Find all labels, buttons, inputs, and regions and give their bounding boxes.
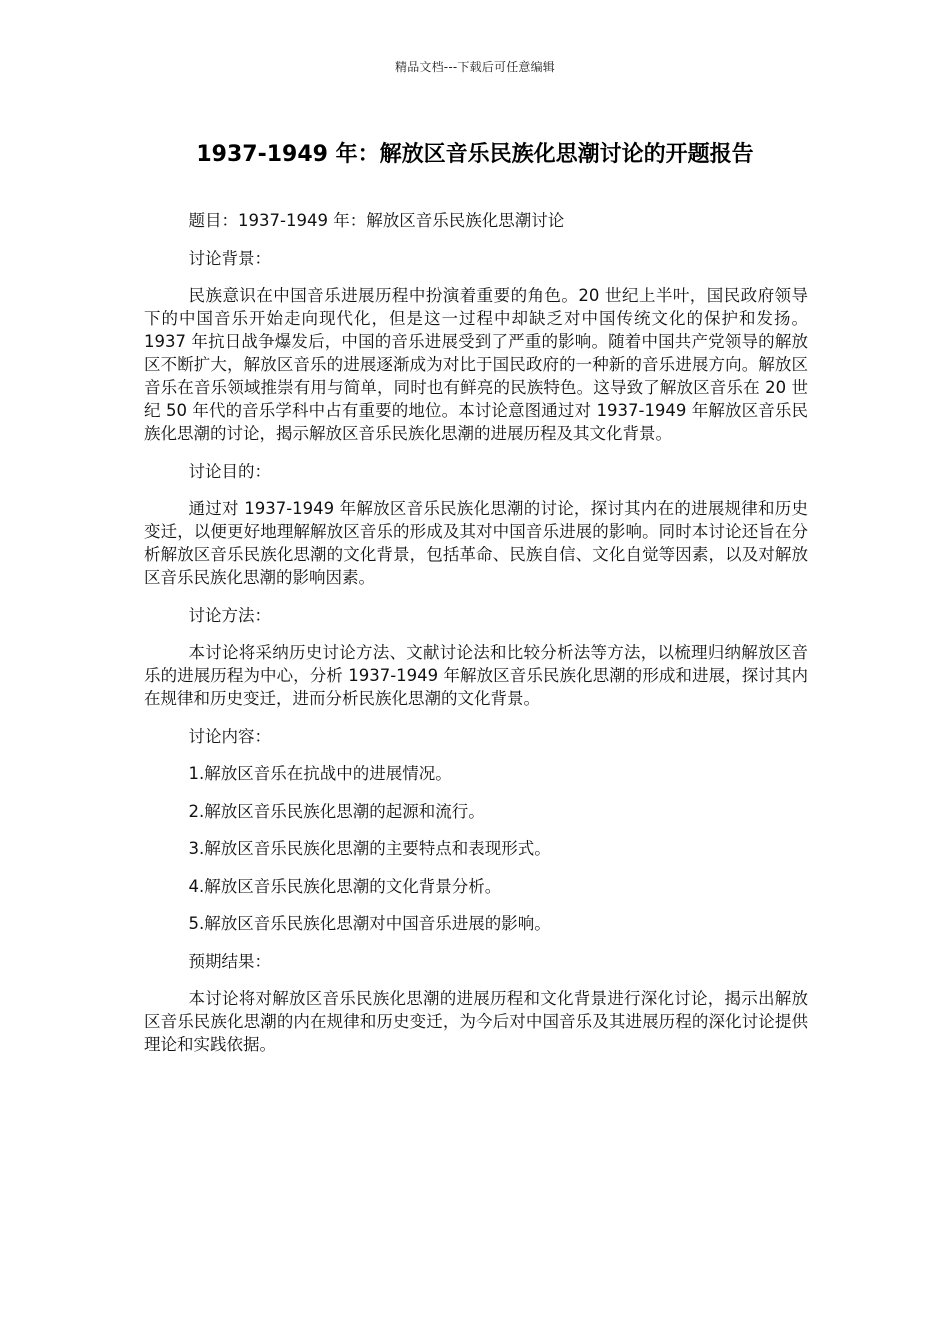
content-list-item: 1.解放区音乐在抗战中的进展情况。: [188, 764, 452, 783]
document-title: 1937-1949 年：解放区音乐民族化思潮讨论的开题报告: [196, 142, 754, 167]
results-paragraph: 本讨论将对解放区音乐民族化思潮的进展历程和文化背景进行深化讨论，揭示出解放区音乐民族化思潮的内在规律和历史变迁，为今后对中国音乐及其进展历程的深化讨论提供理论和实践依据。: [144, 989, 808, 1054]
topic-line: 题目：1937-1949 年：解放区音乐民族化思潮讨论: [188, 211, 565, 230]
results-heading: 预期结果：: [188, 951, 272, 971]
method-paragraph: 本讨论将采纳历史讨论方法、文献讨论法和比较分析法等方法，以梳理归纳解放区音乐的进展历程为中心，分析 1937-1949 年解放区音乐民族化思潮的形成和进展，探讨其内在规律和历史变迁，进而分析民族化思潮的文化背景。: [144, 643, 808, 708]
content-heading: 讨论内容：: [188, 726, 272, 746]
background-paragraph: 民族意识在中国音乐进展历程中扮演着重要的角色。20 世纪上半叶，国民政府领导下的中国音乐开始走向现代化，但是这一过程中却缺乏对中国传统文化的保护和发扬。1937 年抗日战争爆发后，中国的音乐进展受到了严重的影响。随着中国共产党领导的解放区不断扩大，解放区音乐的进展逐渐成为对比于国民政府的一种新的音乐进展方向。解放区音乐在音乐领域推崇有用与简单，同时也有鲜亮的民族特色。这导致了解放区音乐在 20 世纪 50 年代的音乐学科中占有重要的地位。本讨论意图通过对 1937-1949 年解放区音乐民族化思潮的讨论，揭示解放区音乐民族化思潮的进展历程及其文化背景。: [144, 286, 808, 443]
content-list-item: 5.解放区音乐民族化思潮对中国音乐进展的影响。: [188, 914, 551, 933]
purpose-heading: 讨论目的：: [188, 461, 272, 481]
document-body: [144, 209, 808, 1071]
content-list-item: 2.解放区音乐民族化思潮的起源和流行。: [188, 801, 485, 821]
content-list-item: 4.解放区音乐民族化思潮的文化背景分析。: [188, 876, 502, 896]
purpose-paragraph: 通过对 1937-1949 年解放区音乐民族化思潮的讨论，探讨其内在的进展规律和历史变迁，以便更好地理解解放区音乐的形成及其对中国音乐进展的影响。同时本讨论还旨在分析解放区音乐民族化思潮的文化背景，包括革命、民族自信、文化自觉等因素，以及对解放区音乐民族化思潮的影响因素。: [144, 499, 808, 587]
header-note: 精品文档---下载后可任意编辑: [395, 60, 555, 74]
background-heading: 讨论背景：: [188, 248, 272, 268]
content-list-item: 3.解放区音乐民族化思潮的主要特点和表现形式。: [188, 839, 551, 858]
method-heading: 讨论方法：: [188, 605, 272, 625]
